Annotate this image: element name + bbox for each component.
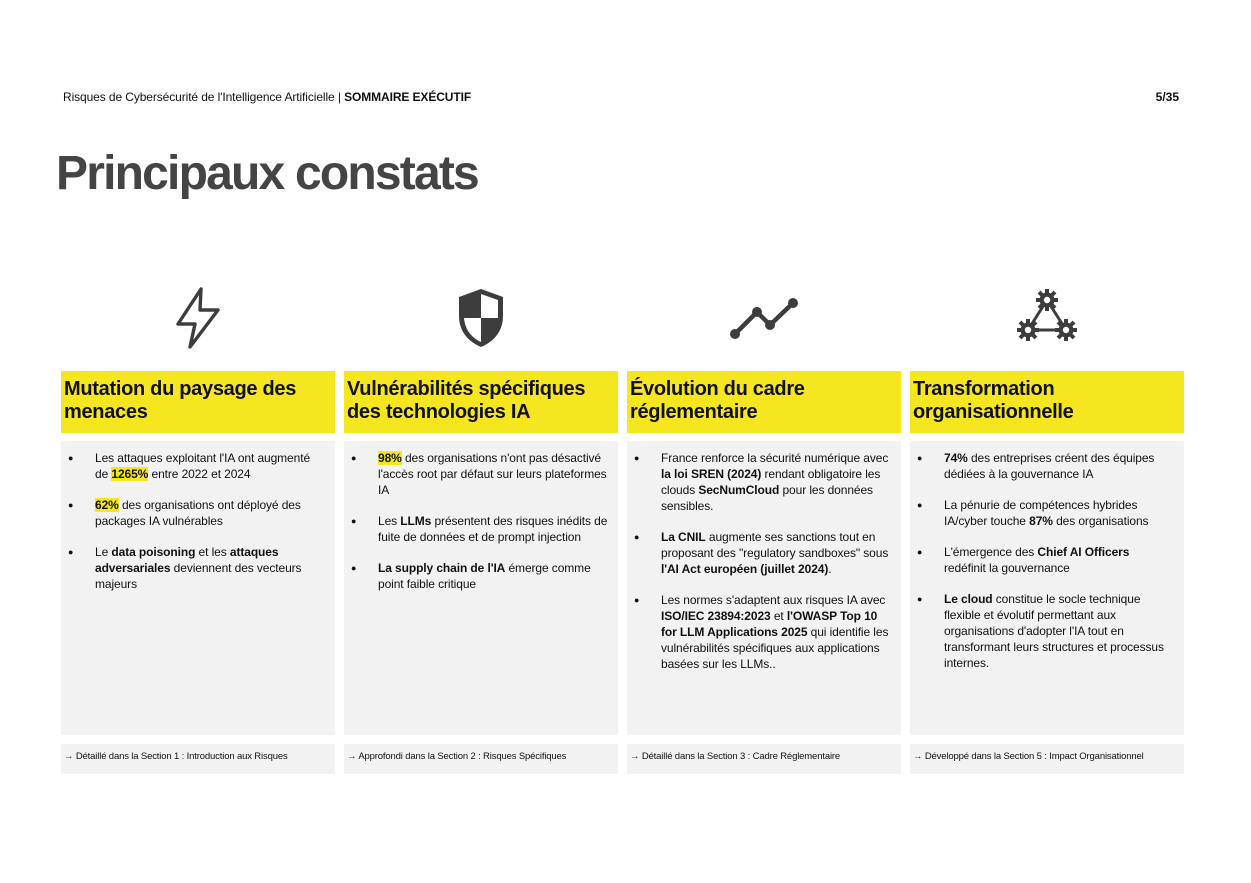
column-body <box>61 441 335 735</box>
bullet-item <box>917 497 1174 529</box>
bullet-text: constitue le socle technique flexible et évolutif permettant aux organisations d'adopter l'IA tout en transformant leurs structures et processus internes. <box>944 592 1164 670</box>
bullet-text: Les attaques exploitant l'IA ont augmenté de <box>95 451 311 481</box>
bullet-item <box>351 560 608 592</box>
bullet-item <box>917 450 1174 482</box>
column-title: Mutation du paysage des menaces <box>61 371 335 433</box>
highlighted-stat: 62% <box>95 498 119 512</box>
findings-columns <box>61 282 1184 774</box>
bullet-text: La pénurie de compétences hybrides IA/cyber touche <box>944 498 1138 528</box>
finding-column-vulnerabilities <box>344 282 618 774</box>
trend-line-icon <box>729 296 799 340</box>
bullet-text: présentent des risques inédits de fuite de données et de prompt injection <box>378 514 608 544</box>
bold-text: La supply chain de l'IA <box>378 561 506 575</box>
section-reference: → Approfondi dans la Section 2 : Risques Spécifiques <box>344 744 618 774</box>
highlighted-stat: 1265% <box>111 467 149 481</box>
bullet-item <box>68 544 325 592</box>
section-reference: → Détaillé dans la Section 1 : Introduction aux Risques <box>61 744 335 774</box>
bullet-text: entre 2022 et 2024 <box>148 467 251 481</box>
section-name: SOMMAIRE EXÉCUTIF <box>344 90 472 104</box>
bullet-text: Les normes s'adaptent aux risques IA avec <box>661 593 886 607</box>
bold-text: La CNIL <box>661 530 706 544</box>
bullet-item <box>634 592 891 672</box>
bullet-text: L'émergence des <box>944 545 1038 559</box>
document-header <box>63 90 471 104</box>
bold-text: attaques adversariales <box>95 545 279 575</box>
bullet-text: et les <box>195 545 230 559</box>
bold-text: l'OWASP Top 10 for LLM Applications 2025 <box>661 609 878 639</box>
column-title: Vulnérabilités spécifiques des technologies IA <box>344 371 618 433</box>
bold-text: Chief AI Officers <box>1037 545 1130 559</box>
bold-text: la loi SREN (2024) <box>661 467 762 481</box>
page-title: Principaux constats <box>56 147 478 200</box>
bullet-item <box>634 529 891 577</box>
column-body <box>344 441 618 735</box>
section-reference: → Détaillé dans la Section 3 : Cadre Réglementaire <box>627 744 901 774</box>
bold-text: data poisoning <box>111 545 196 559</box>
shield-icon <box>455 286 507 350</box>
bullet-text: pour les données sensibles. <box>661 483 873 513</box>
bullet-text: et <box>770 609 787 623</box>
bullet-text: deviennent des vecteurs majeurs <box>95 561 302 591</box>
column-body <box>910 441 1184 735</box>
column-title: Transformation organisationnelle <box>910 371 1184 433</box>
bullet-list <box>351 450 608 592</box>
bold-text: 87% <box>1029 514 1053 528</box>
finding-column-threats <box>61 282 335 774</box>
bullet-item <box>68 450 325 482</box>
bullet-list <box>917 450 1174 671</box>
bullet-item <box>634 450 891 514</box>
section-reference: → Développé dans la Section 5 : Impact Organisationnel <box>910 744 1184 774</box>
bullet-text: augmente ses sanctions tout en proposant des "regulatory sandboxes" sous <box>661 530 889 560</box>
bullet-text: France renforce la sécurité numérique avec <box>661 451 889 465</box>
bullet-text: des organisations ont déployé des packages IA vulnérables <box>95 498 301 528</box>
bullet-text: qui identifie les vulnérabilités spécifiques aux applications basées sur les LLMs.. <box>661 625 889 671</box>
bullet-text: Les <box>378 514 401 528</box>
bullet-text: des entreprises créent des équipes dédiées à la gouvernance IA <box>944 451 1155 481</box>
bullet-text: rendant obligatoire les clouds <box>661 467 881 497</box>
lightning-bolt-icon <box>173 286 223 350</box>
bullet-text: redéfinit la gouvernance <box>944 561 1070 575</box>
bullet-text: des organisations n'ont pas désactivé l'accès root par défaut sur leurs plateformes IA <box>378 451 607 497</box>
bold-text: LLMs <box>400 514 432 528</box>
bullet-text: émerge comme point faible critique <box>378 561 591 591</box>
bullet-list <box>634 450 891 672</box>
bold-text: SecNumCloud <box>698 483 780 497</box>
bullet-text: . <box>828 562 832 576</box>
bullet-item <box>917 591 1174 671</box>
bold-text: 74% <box>944 451 968 465</box>
bold-text: l'AI Act européen (juillet 2024) <box>661 562 829 576</box>
column-body <box>627 441 901 735</box>
bullet-item <box>917 544 1174 576</box>
finding-column-regulation <box>627 282 901 774</box>
page-number: 5/35 <box>1155 90 1179 104</box>
highlighted-stat: 98% <box>378 451 402 465</box>
bullet-text: des organisations <box>1052 514 1149 528</box>
document-title: Risques de Cybersécurité de l'Intelligence Artificielle | <box>63 90 345 104</box>
bold-text: Le cloud <box>944 592 993 606</box>
column-title: Évolution du cadre réglementaire <box>627 371 901 433</box>
bullet-item <box>351 513 608 545</box>
bullet-item <box>351 450 608 498</box>
bullet-text: Le <box>95 545 112 559</box>
bold-text: ISO/IEC 23894:2023 <box>661 609 771 623</box>
bullet-list <box>68 450 325 592</box>
bullet-item <box>68 497 325 529</box>
finding-column-organisation <box>910 282 1184 774</box>
gears-network-icon <box>1014 286 1080 350</box>
